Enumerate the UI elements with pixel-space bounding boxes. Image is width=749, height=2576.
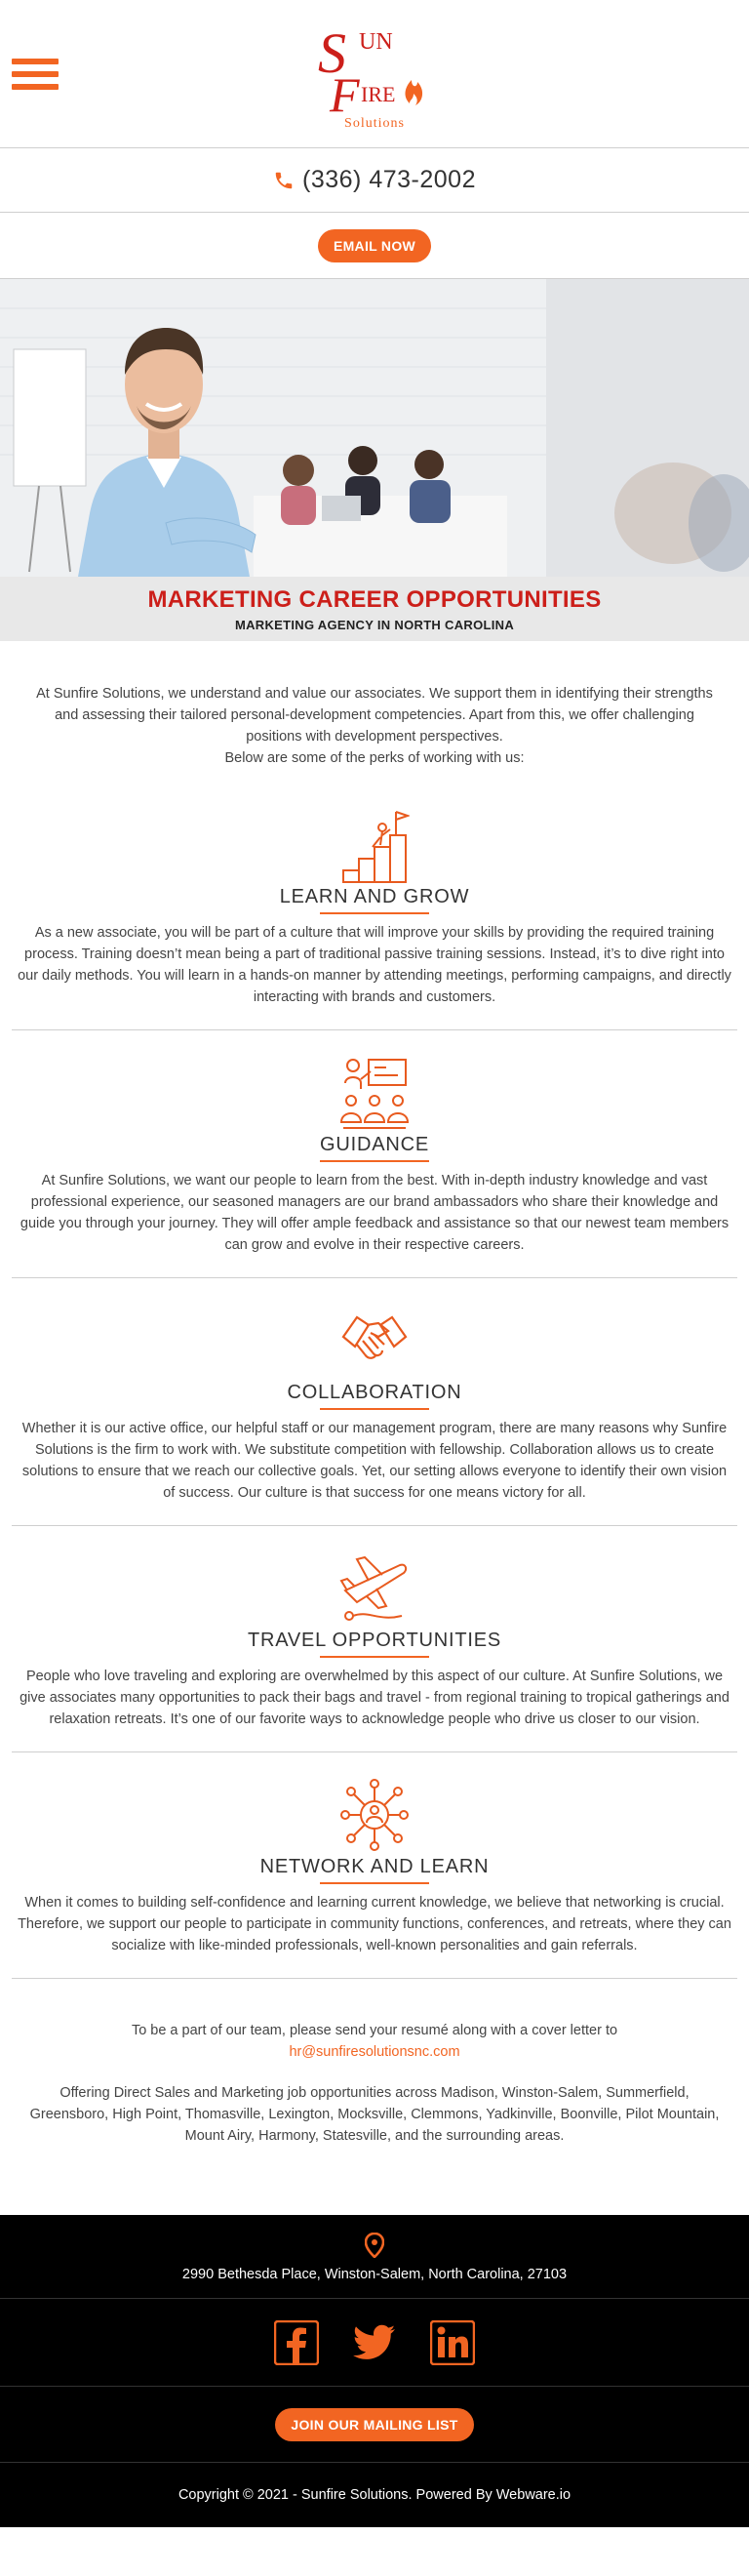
page-title: MARKETING CAREER OPPORTUNITIES <box>147 586 602 613</box>
perk-text: At Sunfire Solutions, we want our people to learn from the best. With in-depth industry knowledge and vast professional experience, our seasoned managers are our brand ambassadors who share their knowledge and guide you through your journey. They will offer ample feedback and assistance so that our newest team members can grow and evolve in their respective careers. <box>20 1173 729 1253</box>
airplane-travel-icon <box>339 1551 410 1628</box>
intro-paragraph: At Sunfire Solutions, we understand and value our associates. We support them in identifying their strengths and assessing their tailored personal-development competencies. Apart from this, we offer challenging positions with development perspectives. <box>36 686 713 745</box>
facebook-icon[interactable] <box>274 2320 319 2365</box>
copyright-row <box>0 2463 749 2527</box>
flame-icon <box>406 80 423 105</box>
perk-network-and-learn <box>12 1752 737 1979</box>
intro-lead: Below are some of the perks of working with us: <box>224 750 525 766</box>
site-header <box>0 0 749 148</box>
logo-initial-f: F <box>330 67 360 122</box>
logo-initial-s: S <box>318 21 346 85</box>
perks-list <box>0 808 749 1979</box>
mailing-list-row <box>0 2387 749 2463</box>
perk-text: Whether it is our active office, our helpful staff or our management program, there are many reasons why Sunfire Solutions is the firm to work with. We substitute competition with fellowship. Collaboration allows us to create solutions to ensure that we reach our collective goals. Yet, our setting allows everyone to identify their own vision of success. Our culture is that success for one means victory for all. <box>21 1421 728 1501</box>
perk-title: GUIDANCE <box>320 1134 429 1155</box>
perk-title: LEARN AND GROW <box>279 886 470 907</box>
email-bar <box>0 213 749 279</box>
location-pin-icon <box>365 2233 384 2258</box>
perk-text: When it comes to building self-confidence and learning current knowledge, we believe that networking is crucial. Therefore, we support our people to participate in community functions, conferences, and retreats, where they can socialize with like-minded professionals, well-known personalities and gain referrals. <box>18 1895 731 1953</box>
perk-title-underline <box>320 1882 429 1884</box>
handshake-icon <box>339 1304 410 1380</box>
page-title-band <box>0 577 749 641</box>
footer-address-row <box>0 2215 749 2299</box>
network-people-icon <box>339 1778 410 1854</box>
phone-icon[interactable] <box>273 170 295 191</box>
phone-bar <box>0 148 749 213</box>
hero-image <box>0 279 749 577</box>
apply-text: To be a part of our team, please send your resumé along with a cover letter to <box>131 2023 618 2038</box>
perk-title: COLLABORATION <box>287 1382 462 1403</box>
perk-title: TRAVEL OPPORTUNITIES <box>247 1630 502 1651</box>
logo-line2: IRE <box>361 82 396 106</box>
intro-section <box>0 641 749 769</box>
footer-address[interactable]: 2990 Bethesda Place, Winston-Salem, North Carolina, 27103 <box>181 2267 568 2282</box>
sunfire-logo[interactable] <box>316 18 433 133</box>
service-areas-text: Offering Direct Sales and Marketing job opportunities across Madison, Winston-Salem, Summerfield, Greensboro, High Point, Thomasville, Lexington, Mocksville, Clemmons, Yadkinville, Boonville, Pilot Mountain, Mount Airy, Harmony, Statesville, and the surrounding areas. <box>29 2085 720 2144</box>
join-mailing-list-button[interactable]: JOIN OUR MAILING LIST <box>275 2408 473 2441</box>
perk-title-underline <box>320 1408 429 1410</box>
phone-number-link[interactable]: (336) 473-2002 <box>302 166 476 193</box>
copyright-text: Copyright © 2021 - Sunfire Solutions. Powered By Webware.io <box>177 2487 572 2503</box>
office-team-photo <box>0 279 749 577</box>
growth-ladder-icon <box>339 808 410 884</box>
logo-tagline: Solutions <box>344 116 405 131</box>
page-subtitle: MARKETING AGENCY IN NORTH CAROLINA <box>234 618 515 632</box>
presentation-meeting-icon <box>339 1056 410 1132</box>
hamburger-menu-icon[interactable] <box>12 59 59 94</box>
perk-title-underline <box>320 912 429 914</box>
perk-travel-opportunities <box>12 1526 737 1752</box>
site-footer <box>0 2215 749 2527</box>
perk-text: People who love traveling and exploring are overwhelmed by this aspect of our culture. At Sunfire Solutions, we give associates many opportunities to pack their bags and travel - from regional training to tropical gatherings and relaxation retreats. It’s one of our favorite ways to acknowledge people who drive us closer to our vision. <box>20 1669 729 1727</box>
logo-line1: UN <box>359 29 393 55</box>
perk-learn-and-grow <box>12 808 737 1030</box>
perk-title: NETWORK AND LEARN <box>259 1856 490 1877</box>
perk-title-underline <box>320 1160 429 1162</box>
hr-email-link[interactable]: hr@sunfiresolutionsnc.com <box>289 2044 460 2060</box>
perk-title-underline <box>320 1656 429 1658</box>
apply-section <box>0 1979 749 2215</box>
perk-guidance <box>12 1030 737 1278</box>
perk-collaboration <box>12 1278 737 1526</box>
perk-text: As a new associate, you will be part of a culture that will improve your skills by providing the required training process. Training doesn’t mean being a part of traditional passive training sessions. Instead, it’s to dive right into our daily methods. You will learn in a hands-on manner by attending meetings, performing campaigns, and directly interacting with brands and customers. <box>18 925 731 1005</box>
email-now-button[interactable]: EMAIL NOW <box>318 229 431 262</box>
social-links <box>0 2299 749 2387</box>
linkedin-icon[interactable] <box>430 2320 475 2365</box>
twitter-icon[interactable] <box>352 2320 397 2365</box>
